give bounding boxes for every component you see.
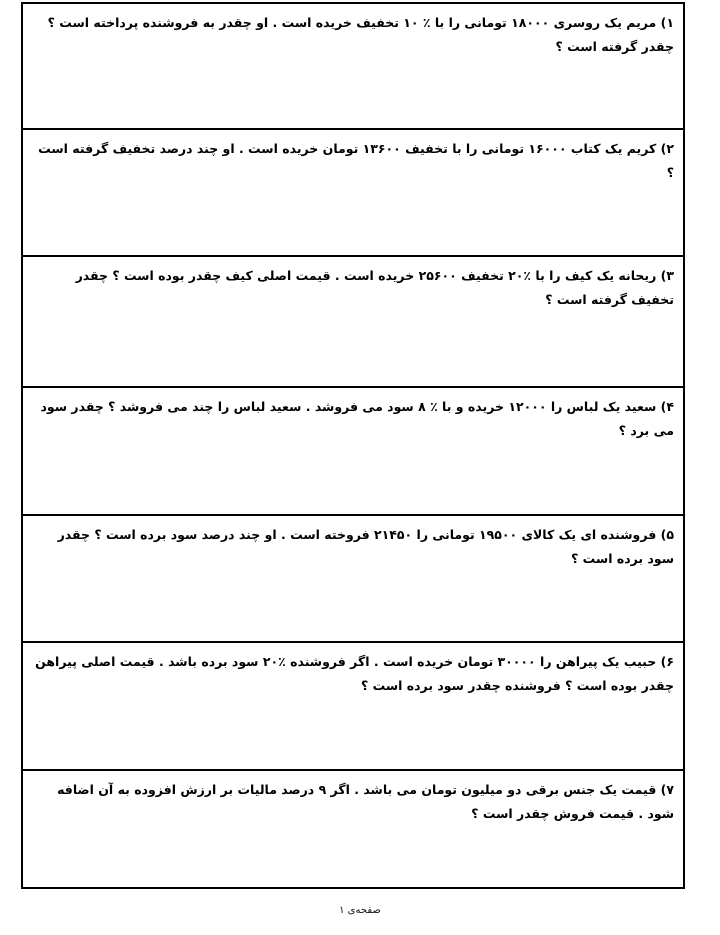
page-number: صفحه‌ی ۱ xyxy=(339,905,381,916)
question-3 xyxy=(23,257,683,388)
question-7-text: ۷) قیمت یک جنس برقی دو میلیون تومان می باشد . اگر ۹ درصد مالیات بر ارزش افزوده به آن اضافه شود . قیمت فروش چقدر است ؟ xyxy=(57,782,674,821)
question-2 xyxy=(23,130,683,257)
question-3-text: ۳) ریحانه یک کیف را با ٪۲۰ تخفیف ۲۵۶۰۰ خریده است . قیمت اصلی کیف چقدر بوده است ؟ چقدر تخفیف گرفته است ؟ xyxy=(75,268,674,307)
question-7 xyxy=(23,771,683,887)
worksheet xyxy=(21,2,685,889)
question-5 xyxy=(23,516,683,643)
question-2-text: ۲) کریم یک کتاب ۱۶۰۰۰ تومانی را با تخفیف ۱۳۶۰۰ تومان خریده است . او چند درصد تخفیف گرفته است ؟ xyxy=(38,141,674,180)
question-5-text: ۵) فروشنده ای یک کالای ۱۹۵۰۰ تومانی را ۲۱۴۵۰ فروخته است . او چند درصد سود برده است ؟ چقدر سود برده است ؟ xyxy=(57,527,674,566)
question-6-text: ۶) حبیب یک پیراهن را ۳۰۰۰۰ تومان خریده است . اگر فروشنده ٪۲۰ سود برده باشد . قیمت اصلی پیراهن چقدر بوده است ؟ فروشنده چقدر سود برده است ؟ xyxy=(35,654,674,693)
question-4-text: ۴) سعید یک لباس را ۱۲۰۰۰ خریده و با ٪ ۸ سود می فروشد . سعید لباس را چند می فروشد ؟ چقدر سود می برد ؟ xyxy=(40,399,674,438)
question-6 xyxy=(23,643,683,771)
question-4 xyxy=(23,388,683,516)
question-1 xyxy=(23,4,683,130)
question-1-text: ۱) مریم یک روسری ۱۸۰۰۰ تومانی را با ٪ ۱۰ تخفیف خریده است . او چقدر به فروشنده پرداخته است ؟ چقدر گرفته است ؟ xyxy=(47,15,674,54)
